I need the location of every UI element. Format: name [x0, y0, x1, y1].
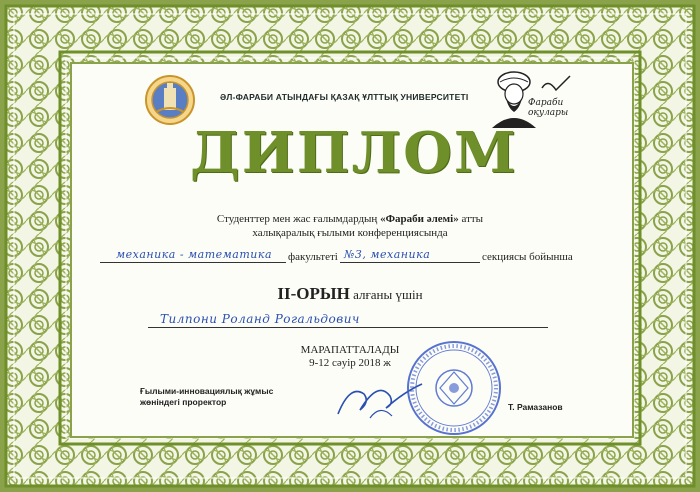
conference-line-1: Студенттер мен жас ғалымдардың «Фараби әлемі» атты — [216, 213, 484, 225]
recipient-name: Тилпони Роланд Рогальдович — [160, 312, 360, 326]
readings-logo-text: Фараби оқулары — [528, 98, 569, 118]
section-value: №3, механика — [344, 248, 431, 261]
section-label: секциясы бойынша — [482, 251, 573, 263]
awarded-text: МАРАПАТТАЛАДЫ — [300, 344, 400, 356]
date-text: 9-12 сәуір 2018 ж — [309, 357, 391, 369]
section-underline — [340, 262, 480, 263]
recipient-underline — [148, 327, 548, 328]
university-title: ӘЛ-ФАРАБИ АТЫНДАҒЫ ҚАЗАҚ ҰЛТТЫҚ УНИВЕРСИТЕТІ — [220, 92, 469, 102]
diploma-title: ДИПЛОМ — [190, 120, 518, 186]
faculty-value: механика - математика — [116, 248, 272, 261]
signatory-position: Ғылыми-инновациялық жұмыс жөніндегі проректор — [140, 386, 274, 407]
faculty-underline — [100, 262, 286, 263]
place-line: II-ОРЫН алғаны үшін — [277, 284, 423, 303]
conference-line-2: халықаралық ғылыми конференциясында — [252, 227, 448, 239]
university-emblem-icon — [144, 74, 196, 126]
signatory-name: Т. Рамазанов — [508, 402, 563, 412]
official-stamp — [404, 338, 504, 438]
faculty-label: факультеті — [288, 251, 338, 263]
